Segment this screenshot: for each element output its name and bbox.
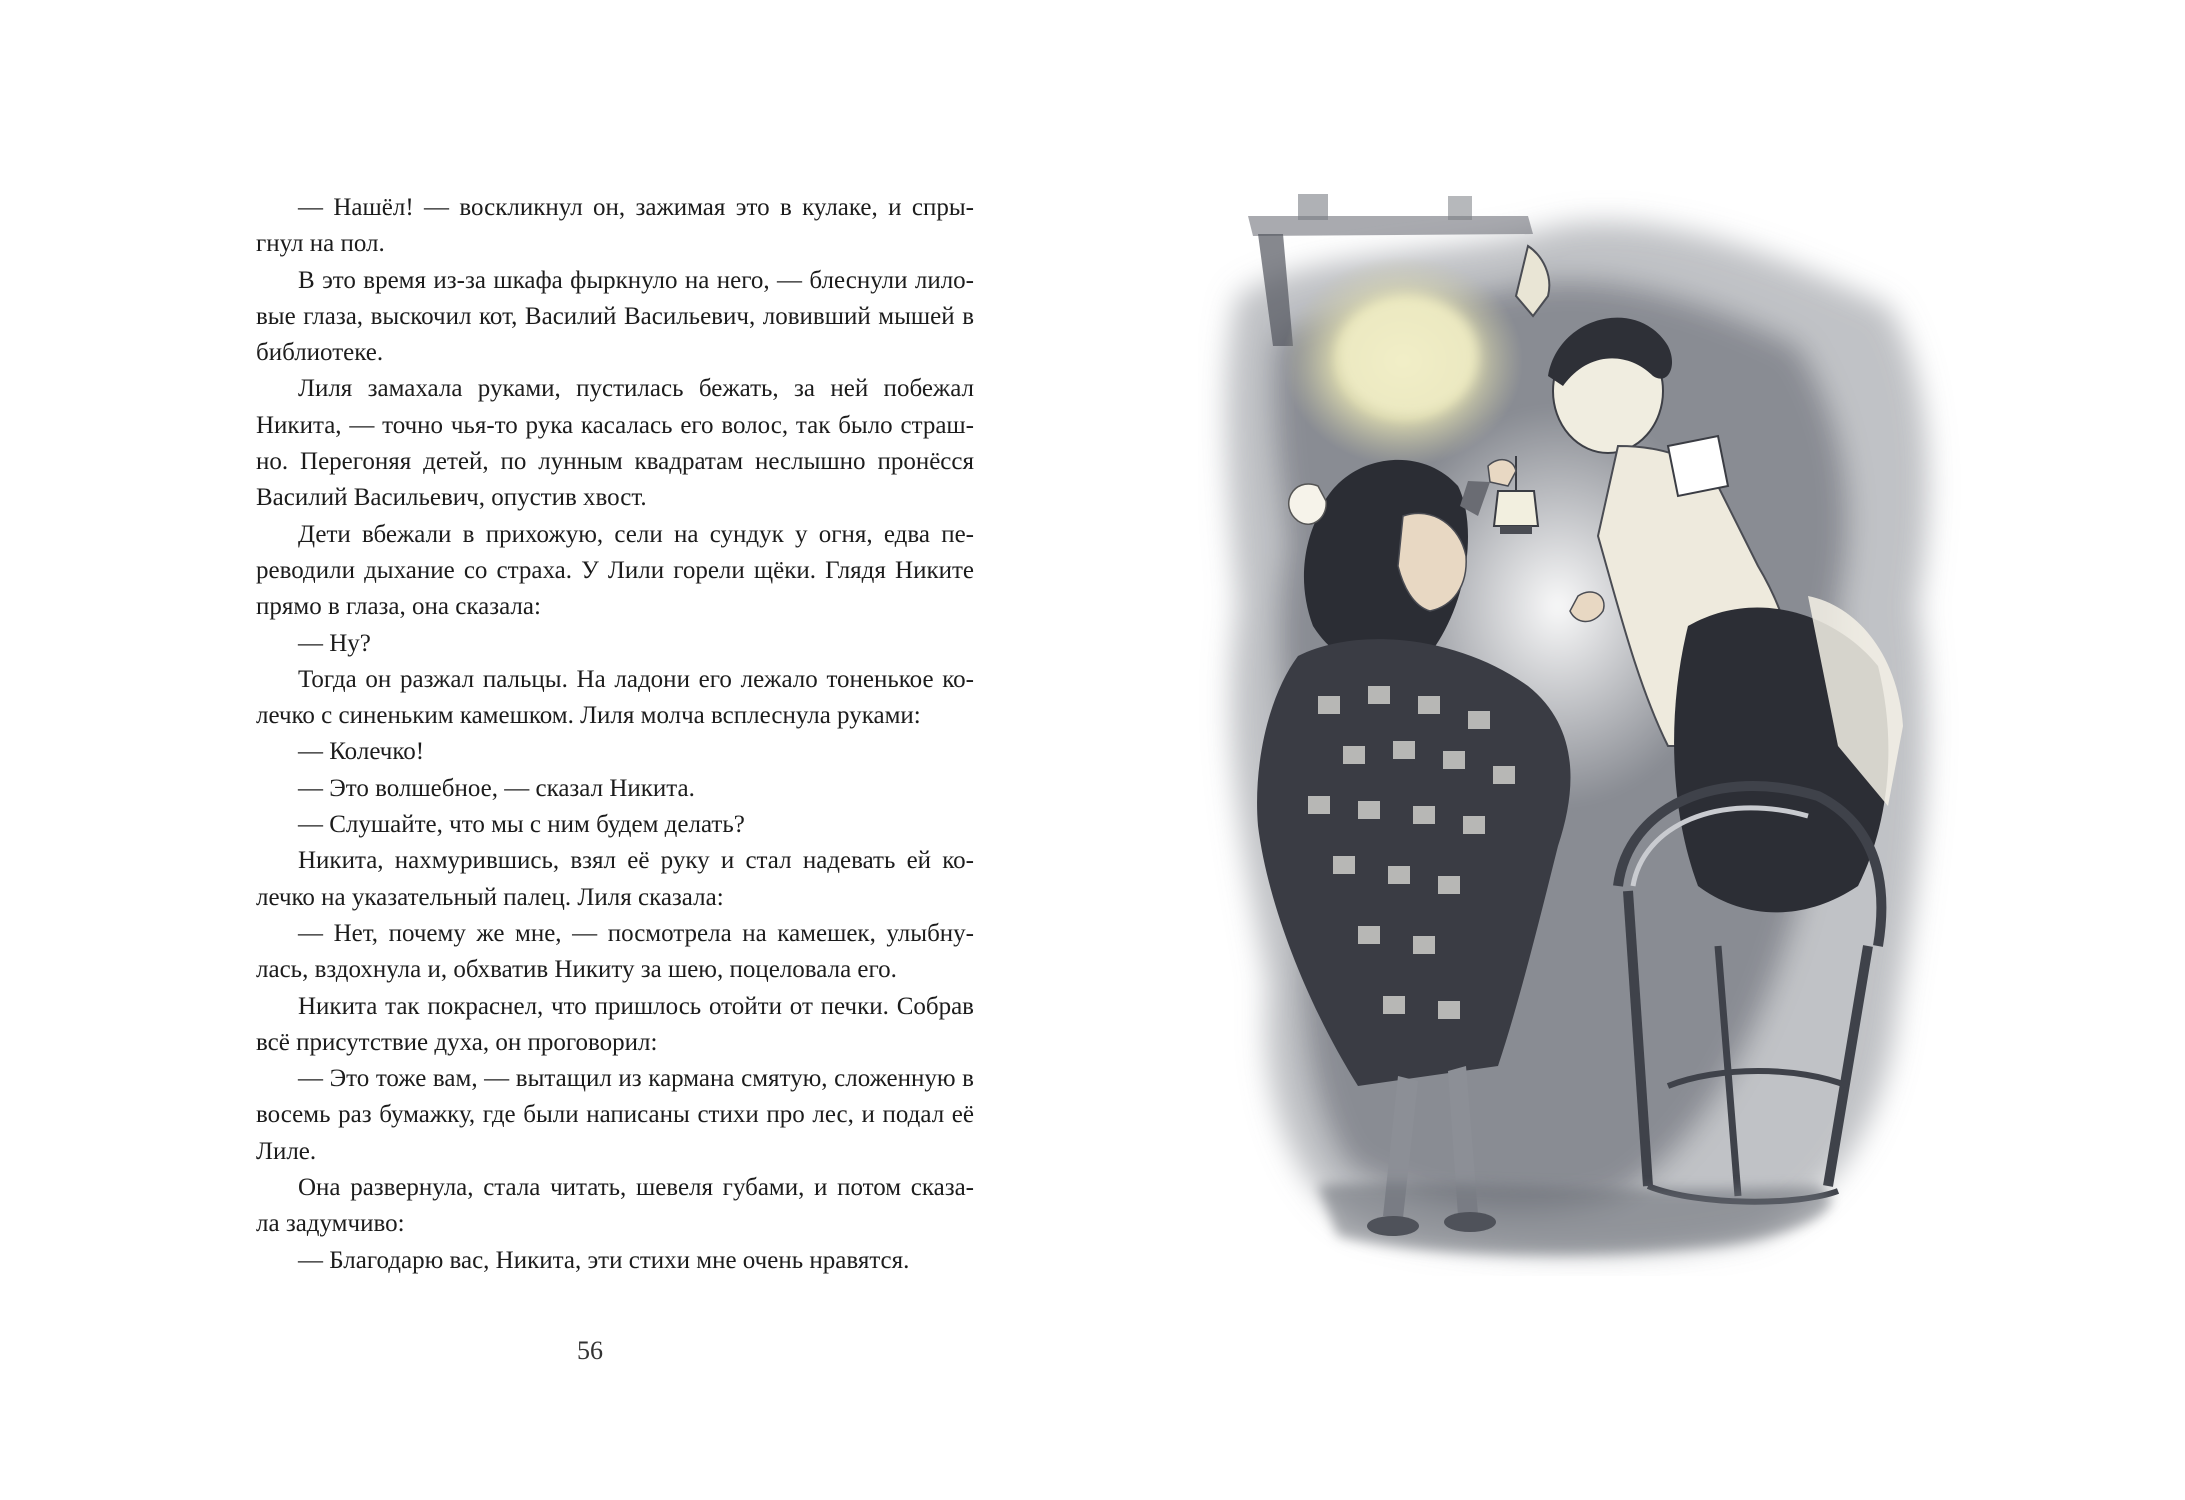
paragraph: — Нет, почему же мне, — посмотрела на камешек, улыбну- лась, вздохнула и, обхватив Никиту за шею, поцеловала его. xyxy=(256,919,974,984)
paragraph: — Нашёл! — воскликнул он, зажимая это в кулаке, и спры- гнул на пол. xyxy=(256,194,974,258)
paragraph: — Благодарю вас, Никита, эти стихи мне очень нравятся. xyxy=(298,1246,910,1274)
paragraph: Она развернула, стала читать, шевеля губами, и потом сказа- ла задумчиво: xyxy=(256,1174,974,1238)
paragraph: Никита так покраснел, что пришлось отойти от печки. Собрав всё присутствие духа, он проговорил: xyxy=(256,992,974,1056)
paragraph: Тогда он разжал пальцы. На ладони его лежало тоненькое ко- лечко с синеньким камешком. Лиля молча всплеснула руками: xyxy=(256,665,974,730)
paragraph: — Ну? xyxy=(298,629,371,657)
paragraph: — Колечко! xyxy=(298,738,425,766)
illustration-drawing xyxy=(1198,186,1963,1276)
paragraph: — Это волшебное, — сказал Никита. xyxy=(298,774,695,802)
body-text xyxy=(256,190,974,1279)
paragraph: В это время из-за шкафа фыркнуло на него, — блеснули лило- вые глаза, выскочил кот, Василий Васильевич, ловивший мышей в библиотеке. xyxy=(256,266,974,367)
paragraph: Никита, нахмурившись, взял её руку и стал надевать ей ко- лечко на указательный палец. Лиля сказала: xyxy=(256,847,974,911)
page-number: 56 xyxy=(577,1336,603,1365)
watercolor-illustration xyxy=(1198,186,1963,1276)
paragraph: — Это тоже вам, — вытащил из кармана смятую, сложенную в восемь раз бумажку, где были написаны стихи про лес, и подал её Лиле. xyxy=(256,1065,974,1165)
floor-shadow xyxy=(1318,1183,1831,1255)
paragraph: — Слушайте, что мы с ним будем делать? xyxy=(298,811,745,839)
paragraph: Дети вбежали в прихожую, сели на сундук у огня, едва пе- реводили дыхание со страха. У Лили горели щёки. Глядя Никите прямо в глаза, она сказала: xyxy=(256,520,974,621)
paragraph: Лиля замахала руками, пустилась бежать, за ней побежал Никита, — точно чья-то рука касалась его волос, так было страш- но. Перегоняя детей, по лунным квадратам неслышно пронёсся Василий Васильевич, опустив хвост. xyxy=(256,375,974,512)
